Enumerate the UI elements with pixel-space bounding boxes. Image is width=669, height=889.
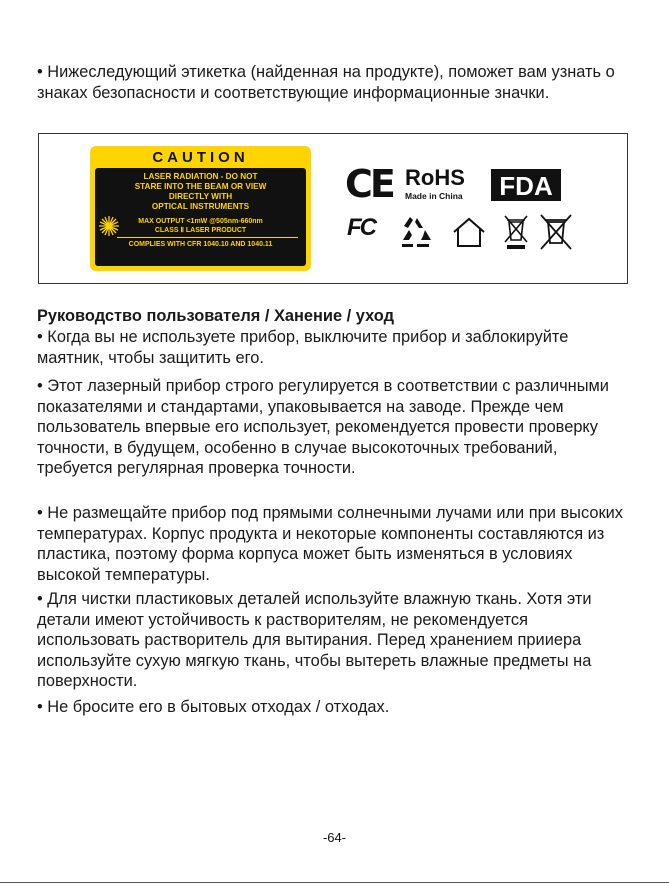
ce-mark-icon: CE: [345, 162, 393, 206]
paragraph: • Не бросите его в бытовых отходах / отходах.: [37, 698, 390, 716]
caution-line: OPTICAL INSTRUMENTS: [151, 202, 250, 211]
section-title: Руководство пользователя / Ханение / уход: [37, 307, 394, 325]
safety-label-panel: [38, 133, 628, 284]
caution-line: STARE INTO THE BEAM OR VIEW: [134, 182, 267, 191]
paragraph: • Не размещайте прибор под прямыми солнечными лучами или при высоких температурах. Корпус продукта и некоторые компоненты составляются из пластика, поэтому форма корпуса может быть изменяться в условиях высокой температуры.: [37, 504, 623, 584]
certification-marks: [339, 164, 569, 264]
caution-line: DIRECTLY WITH: [168, 192, 233, 201]
paragraph: • Когда вы не используете прибор, выключите прибор и заблокируйте маятник, чтобы защитить его.: [37, 328, 569, 367]
intro-paragraph: • Нижеследующий этикетка (найденная на продукте), поможет вам узнать о знаках безопасности и соответствующие информационные значки.: [37, 63, 615, 102]
indoor-use-house-icon: [451, 216, 487, 248]
fcc-logo-icon: FC: [347, 214, 375, 241]
paragraph: • Этот лазерный прибор строго регулируется в соответствии с различными показателями и стандартами, упаковывается на заводе. Прежде чем пользователь впервые его использует, рекомендуется провести проверку точности, в будущем, особенно в случае высокоточных требований, требуется регулярная проверка точности.: [37, 377, 609, 477]
fda-logo-icon: [491, 169, 561, 201]
weee-crossed-bin-icon: [539, 213, 573, 251]
made-in-label: Made in China: [405, 191, 463, 201]
bottom-divider: [0, 882, 669, 883]
fda-text: FDA: [499, 171, 553, 201]
caution-title: CAUTION: [152, 149, 249, 166]
caution-line: LASER RADIATION - DO NOT: [143, 172, 258, 181]
caution-warning-block: [95, 168, 306, 266]
paragraph: • Для чистки пластиковых деталей используйте влажную ткань. Хотя эти детали имеют устойчивость к растворителям, не рекомендуется использовать растворитель для вытирания. Перед хранением прииера используйте сухую мягкую ткань, чтобы вытереть влажные предметы на поверхности.: [37, 590, 592, 690]
weee-crossed-bin-icon: [501, 214, 531, 250]
caution-label: [90, 146, 311, 271]
rohs-mark-icon: RoHS: [405, 165, 465, 190]
recycle-icon: [399, 216, 435, 248]
caution-line: COMPLIES WITH CFR 1040.10 AND 1040.11: [128, 241, 273, 248]
caution-line: CLASS Ⅱ LASER PRODUCT: [154, 227, 247, 234]
caution-divider: [117, 237, 298, 238]
page-number: -64-: [322, 830, 347, 845]
caution-line: MAX OUTPUT <1mW @505nm-660nm: [138, 218, 263, 225]
